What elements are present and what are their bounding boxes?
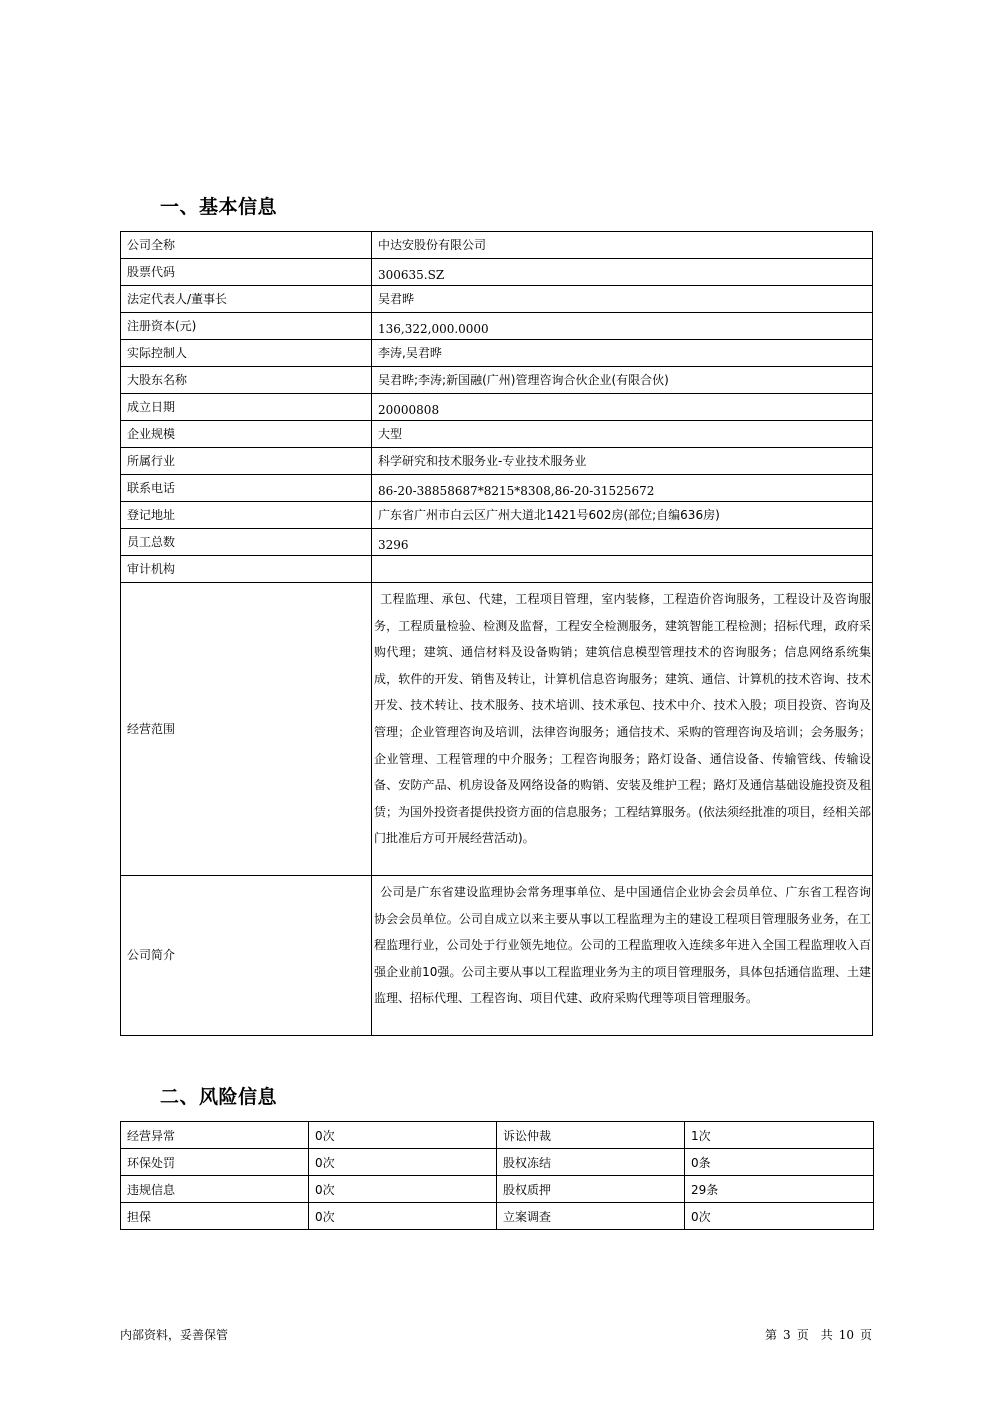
paragraph-text: 工程监理、承包、代建，工程项目管理，室内装修，工程造价咨询服务，工程设计及咨询服务，工程质量检验、检测及监督，工程安全检测服务，建筑智能工程检测；招标代理，政府采购代理；建筑、通信材料及设备购销；建筑信息模型管理技术的咨询服务；信息网络系统集成，软件的开发、销售及转让，计算机信息咨询服务；建筑、通信、计算机的技术咨询、技术开发、技术转让、技术服务、技术培训、技术承包、技术中介、技术入股；项目投资、咨询及管理；企业管理咨询及培训，法律咨询服务；通信技术、采购的管理咨询及培训；会务服务；企业管理、工程管理的中介服务；工程咨询服务；路灯设备、通信设备、传输管线、传输设备、安防产品、机房设备及网络设备的购销、安装及维护工程；路灯及通信基础设施投资及租赁；为国外投资者提供投资方面的信息服务；工程结算服务。(依法须经批准的项目，经相关部门批准后方可开展经营活动)。 [374, 592, 871, 846]
risk-value: 0次 [309, 1149, 497, 1176]
paragraph-text: 公司是广东省建设监理协会常务理事单位、是中国通信企业协会会员单位、广东省工程咨询协会会员单位。公司自成立以来主要从事以工程监理为主的建设工程项目管理服务业务，在工程监理行业，公司处于行业领先地位。公司的工程监理收入连续多年进入全国工程监理收入百强企业前10强。公司主要从事以工程监理业务为主的项目管理服务，具体包括通信监理、土建监理、招标代理、工程咨询、项目代建、政府采购代理等项目管理服务。 [374, 885, 871, 1006]
info-value [372, 556, 873, 583]
info-label: 审计机构 [121, 556, 372, 583]
risk-value: 0次 [309, 1176, 497, 1203]
info-row [121, 502, 873, 529]
risk-value: 0次 [309, 1122, 497, 1149]
info-row [121, 556, 873, 583]
info-row [121, 340, 873, 367]
risk-value: 29条 [685, 1176, 874, 1203]
page-suffix: 页 [859, 1328, 872, 1342]
info-label: 法定代表人/董事长 [121, 286, 372, 313]
company-intro-value [372, 876, 873, 1036]
risk-label: 股权冻结 [497, 1149, 685, 1176]
business-scope-row [121, 583, 873, 876]
page-prefix: 第 [765, 1328, 778, 1342]
info-label: 公司全称 [121, 232, 372, 259]
section-title-basic-info: 一、基本信息 [160, 196, 278, 218]
risk-label: 经营异常 [121, 1122, 309, 1149]
risk-label: 违规信息 [121, 1176, 309, 1203]
risk-info-table [120, 1121, 874, 1230]
basic-info-table [120, 231, 873, 1036]
info-value: 86-20-38858687*8215*8308,86-20-31525672 [372, 475, 873, 502]
risk-value: 0次 [685, 1203, 874, 1230]
risk-label: 环保处罚 [121, 1149, 309, 1176]
risk-value: 1次 [685, 1122, 874, 1149]
info-row [121, 286, 873, 313]
risk-row [121, 1203, 874, 1230]
risk-label: 担保 [121, 1203, 309, 1230]
info-value: 大型 [372, 421, 873, 448]
business-scope-label: 经营范围 [121, 583, 372, 876]
info-label: 注册资本(元) [121, 313, 372, 340]
info-row [121, 475, 873, 502]
risk-label: 立案调查 [497, 1203, 685, 1230]
info-label: 所属行业 [121, 448, 372, 475]
risk-value: 0次 [309, 1203, 497, 1230]
info-value: 吴君晔 [372, 286, 873, 313]
info-row [121, 232, 873, 259]
info-value: 中达安股份有限公司 [372, 232, 873, 259]
info-label: 登记地址 [121, 502, 372, 529]
info-label: 企业规模 [121, 421, 372, 448]
risk-row [121, 1176, 874, 1203]
info-value: 20000808 [372, 394, 873, 421]
info-row [121, 394, 873, 421]
risk-label: 诉讼仲裁 [497, 1122, 685, 1149]
info-label: 成立日期 [121, 394, 372, 421]
info-row [121, 529, 873, 556]
page-current: 3 [783, 1328, 791, 1342]
info-value: 3296 [372, 529, 873, 556]
info-row [121, 421, 873, 448]
info-row [121, 448, 873, 475]
footer-page-number [765, 1326, 872, 1343]
company-intro-row [121, 876, 873, 1036]
page-mid: 页 共 [796, 1328, 833, 1342]
risk-label: 股权质押 [497, 1176, 685, 1203]
business-scope-value [372, 583, 873, 876]
info-value: 广东省广州市白云区广州大道北1421号602房(部位;自编636房) [372, 502, 873, 529]
info-row [121, 367, 873, 394]
info-value: 科学研究和技术服务业-专业技术服务业 [372, 448, 873, 475]
risk-value: 0条 [685, 1149, 874, 1176]
info-label: 联系电话 [121, 475, 372, 502]
company-intro-label: 公司简介 [121, 876, 372, 1036]
page-total: 10 [838, 1328, 854, 1342]
risk-row [121, 1149, 874, 1176]
risk-row [121, 1122, 874, 1149]
info-label: 实际控制人 [121, 340, 372, 367]
info-value: 吴君晔;李涛;新国融(广州)管理咨询合伙企业(有限合伙) [372, 367, 873, 394]
footer-confidential-note: 内部资料，妥善保管 [120, 1328, 229, 1342]
info-label: 股票代码 [121, 259, 372, 286]
info-value: 李涛,吴君晔 [372, 340, 873, 367]
section-title-risk-info: 二、风险信息 [160, 1086, 278, 1108]
info-value: 300635.SZ [372, 259, 873, 286]
info-label: 员工总数 [121, 529, 372, 556]
info-value: 136,322,000.0000 [372, 313, 873, 340]
info-row [121, 259, 873, 286]
info-label: 大股东名称 [121, 367, 372, 394]
info-row [121, 313, 873, 340]
